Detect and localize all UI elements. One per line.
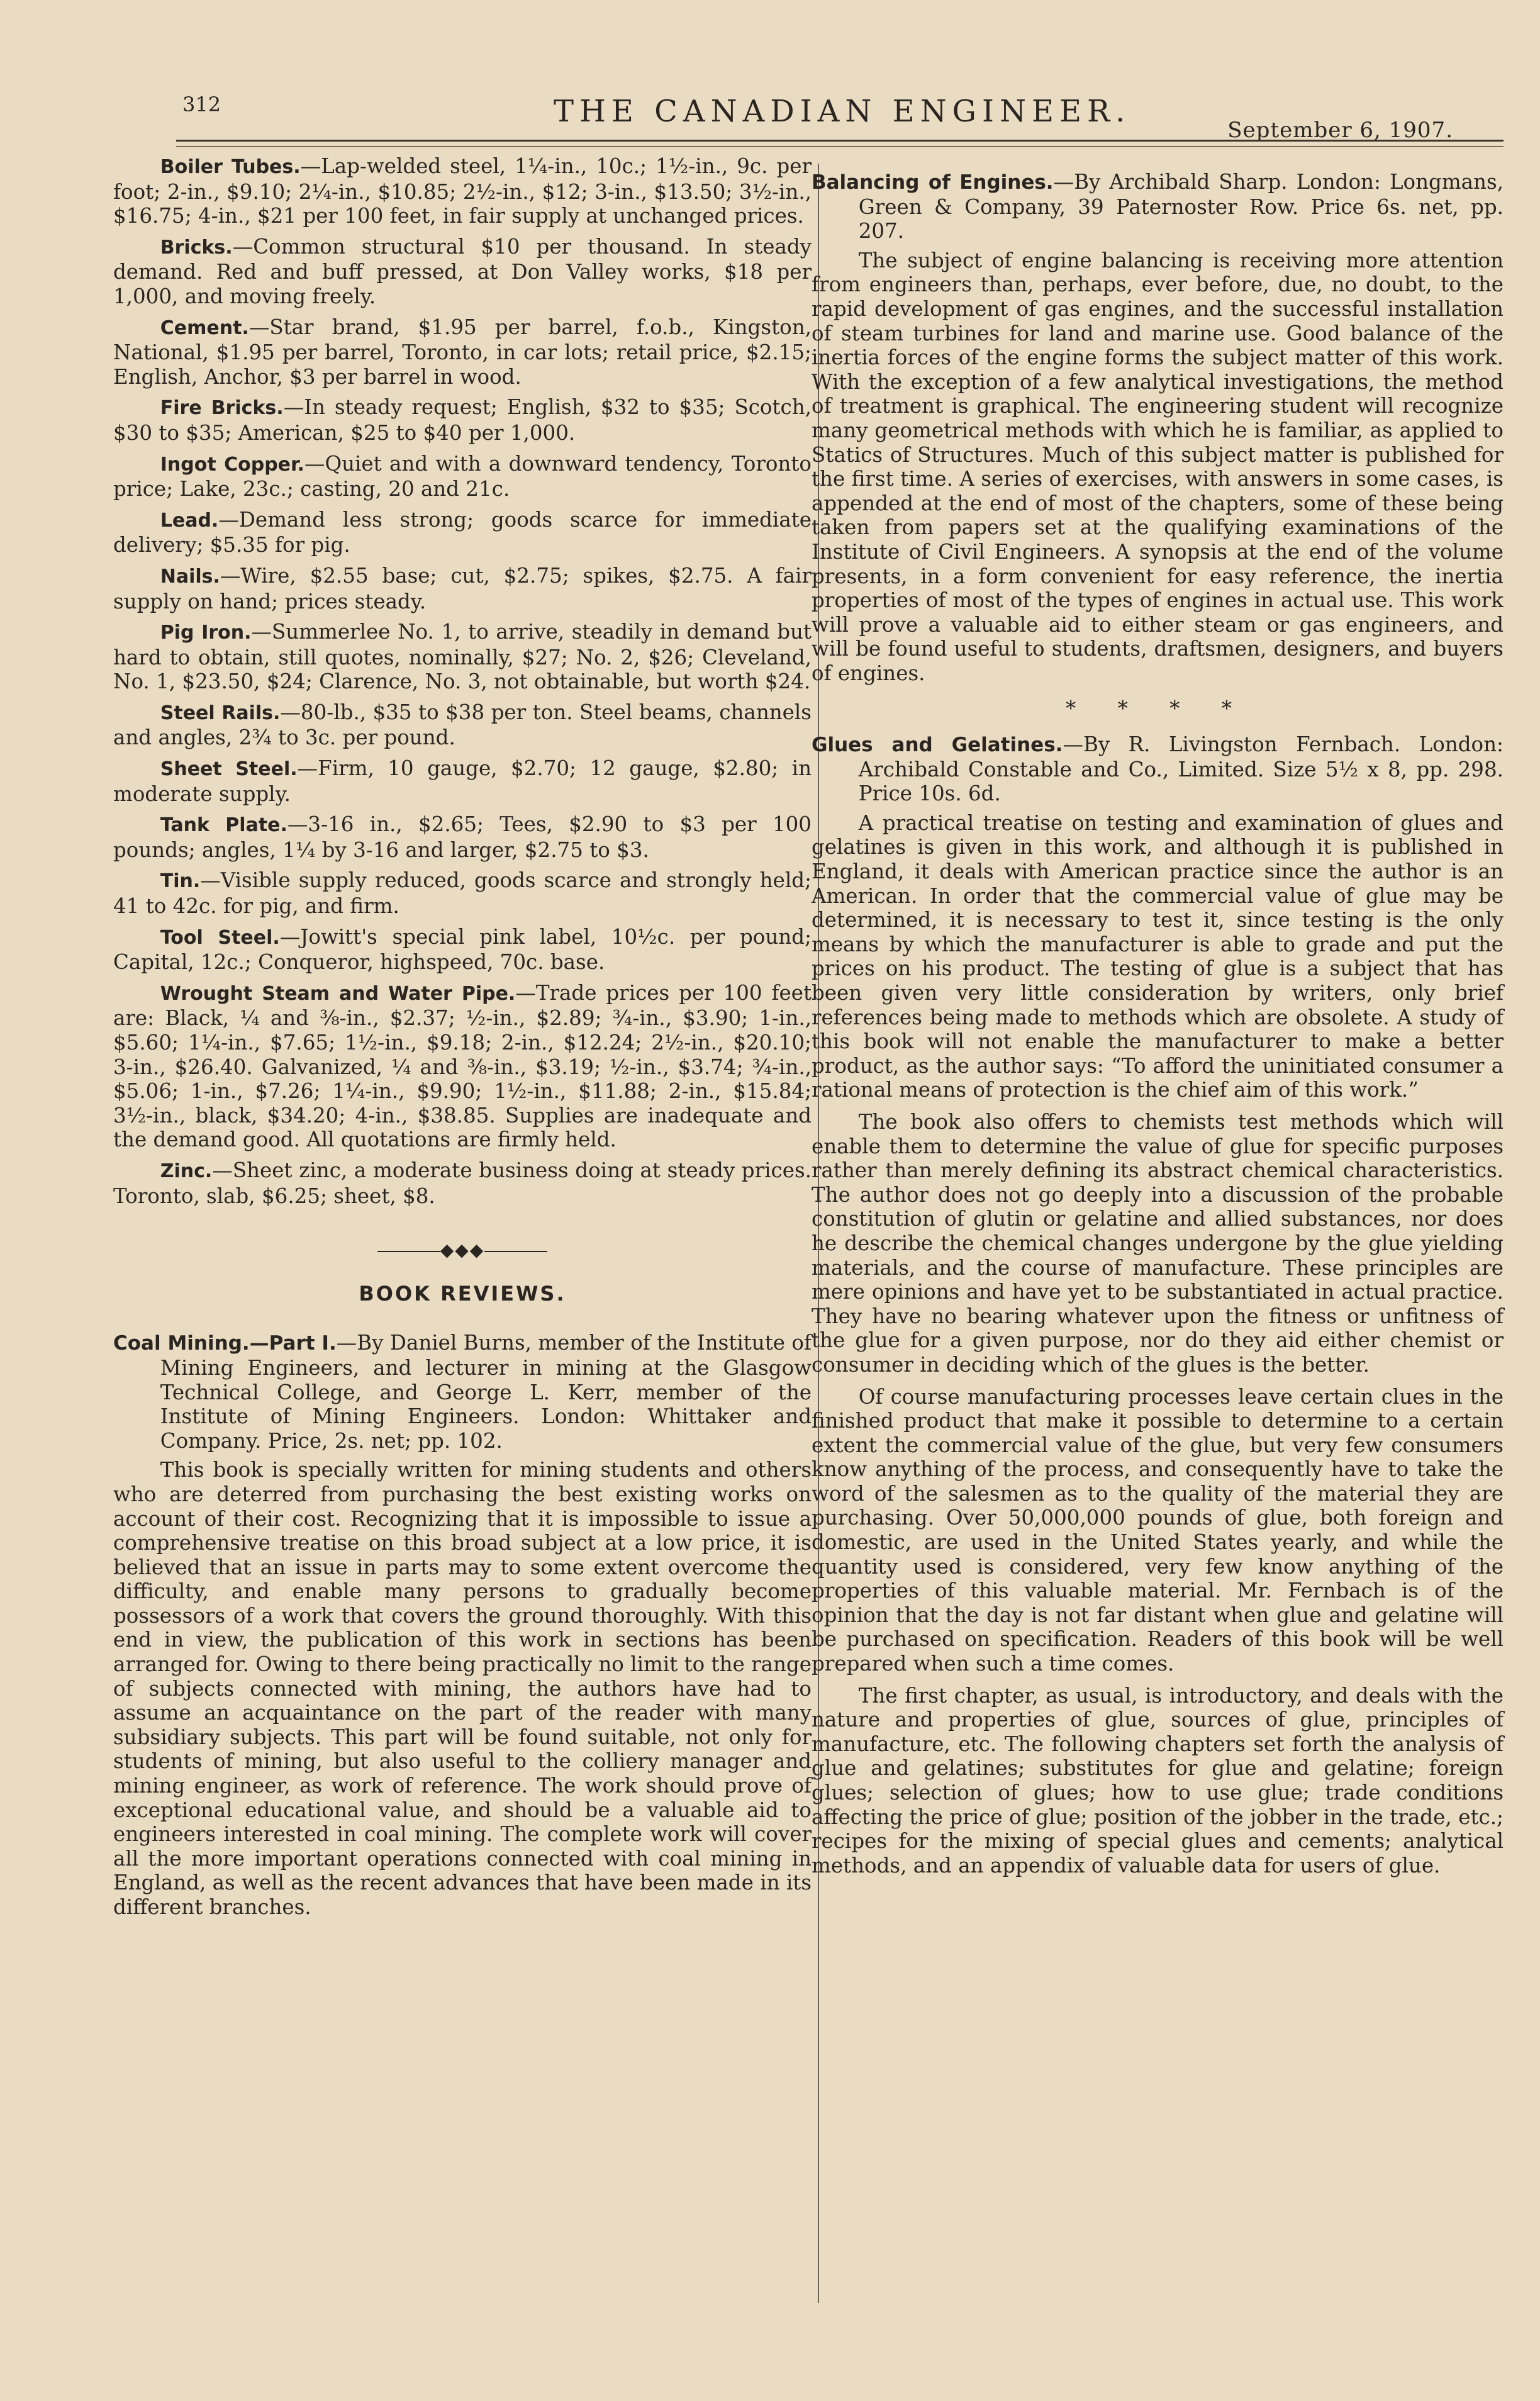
review-paragraph: Of course manufacturing processes leave certain clues in the finished product that make it possible to determine to a certain extent the commercial value of the glue, but very few consumers know anything of the process, and consequently have to take the word of the salesmen as to the quality of the material they are purchasing. Over 50,000,000 pounds of glue, both foreign and domestic, are used in the United States yearly, and while the quantity used is considered, very few know anything of the properties of this valuable material. Mr. Fernbach is of the opinion that the day is not far distant when glue and gelatine will be purchased on specification. Readers of this book will be well prepared when such a time comes.	[812, 1384, 1504, 1676]
review-paragraph: The book also offers to chemists test methods which will enable them to determine the value of glue for specific purposes rather than merely defining its abstract chemical characteristics. The author does not go deeply into a discussion of the probable constitution of glutin or gelatine and allied substances, nor does he describe the chemical changes undergone by the glue yielding materials, and the course of manufacture. These principles are mere opinions and have yet to be substantiated in actual practice. They have no bearing whatever upon the fitness or unfitness of the glue for a given purpose, nor do they aid either chemist or consumer in deciding which of the glues is the better.	[812, 1109, 1504, 1377]
section-ornament	[113, 1238, 812, 1263]
issue-date: September 6, 1907.	[1227, 118, 1453, 143]
left-column	[113, 154, 812, 1927]
book-reviews-title: BOOK REVIEWS.	[359, 1281, 566, 1306]
market-entry: Cement.—Star brand, $1.95 per barrel, f.o.b., Kingston, National, $1.95 per barrel, Toronto, in car lots; retail price, $2.15; English, Anchor, $3 per barrel in wood.	[113, 315, 812, 389]
review-heading: Glues and Gelatines.—By R. Livingston Fernbach. London: Archibald Constable and Co., Limited. Size 5½ x 8, pp. 298. Price 10s. 6d.	[812, 732, 1504, 806]
journal-title: THE CANADIAN ENGINEER.	[554, 94, 1131, 129]
review-glues-gelatines	[812, 732, 1504, 1878]
right-column	[812, 170, 1504, 1885]
header-rule-thin	[176, 146, 1504, 147]
market-entry: Tank Plate.—3-16 in., $2.65; Tees, $2.90 to $3 per 100 pounds; angles, 1¼ by 3-16 and larger, $2.75 to $3.	[113, 812, 812, 862]
review-heading: Coal Mining.—Part I.—By Daniel Burns, member of the Institute of Mining Engineers, and lecturer in mining at the Glasgow Technical College, and George L. Kerr, member of the Institute of Mining Engineers. London: Whittaker and Company. Price, 2s. net; pp. 102.	[113, 1331, 812, 1453]
market-entry: Fire Bricks.—In steady request; English, $32 to $35; Scotch, $30 to $35; American, $25 to $40 per 1,000.	[113, 395, 812, 445]
market-entry: Bricks.—Common structural $10 per thousand. In steady demand. Red and buff pressed, at Don Valley works, $18 per 1,000, and moving freely.	[113, 234, 812, 308]
review-paragraph: The first chapter, as usual, is introductory, and deals with the nature and properties of glue, sources of glue, principles of manufacture, etc. The following chapters set forth the analysis of glue and gelatines; substitutes for glue and gelatine; foreign glues; selection of glues; how to use glue; trade conditions affecting the price of glue; position of the jobber in the trade, etc.; recipes for the mixing of special glues and cements; analytical methods, and an appendix of valuable data for users of glue.	[812, 1683, 1504, 1878]
market-entry: Nails.—Wire, $2.55 base; cut, $2.75; spikes, $2.75. A fair supply on hand; prices steady.	[113, 563, 812, 613]
market-entry: Tin.—Visible supply reduced, goods scarce and strongly held; 41 to 42c. for pig, and firm.	[113, 868, 812, 919]
review-body: The subject of engine balancing is receiving more attention from engineers than, perhaps, ever before, due, no doubt, to the rapid development of gas engines, and the successful installation of steam turbines for land and marine use. Good balance of the inertia forces of the engine forms the subject matter of this work. With the exception of a few analytical investigations, the method of treatment is graphical. The engineering student will recognize many geometrical methods with which he is familiar, as applied to Statics of Structures. Much of this subject matter is published for the first time. A series of exercises, with answers in some cases, is appended at the end of most of the chapters, some of these being taken from papers set at the qualifying examinations of the Institute of Civil Engineers. A synopsis at the end of the volume presents, in a form convenient for easy reference, the inertia properties of most of the types of engines in actual use. This work will prove a valuable aid to either steam or gas engineers, and will be found useful to students, draftsmen, designers, and buyers of engines.	[812, 248, 1504, 685]
review-heading: Balancing of Engines.—By Archibald Sharp. London: Longmans, Green & Company, 39 Paternoster Row. Price 6s. net, pp. 207.	[812, 170, 1504, 243]
review-body: This book is specially written for mining students and others who are deterred from purchasing the best existing works on account of their cost. Recognizing that it is impossible to issue a comprehensive treatise on this broad subject at a low price, it is believed that an issue in parts may to some extent overcome the difficulty, and enable many persons to gradually become possessors of a work that covers the ground thoroughly. With this end in view, the publication of this work in sections has been arranged for. Owing to there being practically no limit to the range of subjects connected with mining, the authors have had to assume an acquaintance on the part of the reader with many subsidiary subjects. This part will be found suitable, not only for students of mining, but also useful to the colliery manager and mining engineer, as work of reference. The work should prove of exceptional educational value, and should be a valuable aid to engineers interested in coal mining. The complete work will cover all the more important operations connected with coal mining in England, as well as the recent advances that have been made in its different branches.	[113, 1458, 812, 1919]
review-coal-mining	[113, 1331, 812, 1919]
header-rule-thick	[176, 140, 1504, 142]
market-entry: Zinc.—Sheet zinc, a moderate business doing at steady prices. Toronto, slab, $6.25; sheet, $8.	[113, 1158, 812, 1208]
review-paragraph: A practical treatise on testing and examination of glues and gelatines is given in this work, and although it is published in England, it deals with American practice since the author is an American. In order that the commercial value of glue may be determined, it is necessary to test it, since testing is the only means by which the manufacturer is able to grade and put the prices on his product. The testing of glue is a subject that has been given very little consideration by writers, only brief references being made to methods which are obsolete. A study of this book will not enable the manufacturer to make a better product, as the author says: “To afford the uninitiated consumer a rational means of protection is the chief aim of this work.”	[812, 810, 1504, 1102]
ornament-rule	[484, 1251, 547, 1252]
market-entry: Sheet Steel.—Firm, 10 gauge, $2.70; 12 gauge, $2.80; in moderate supply.	[113, 756, 812, 806]
market-quotations	[113, 154, 812, 1208]
market-entry: Ingot Copper.—Quiet and with a downward tendency, Toronto price; Lake, 23c.; casting, 20 and 21c.	[113, 451, 812, 501]
market-entry: Lead.—Demand less strong; goods scarce for immediate delivery; $5.35 for pig.	[113, 507, 812, 557]
market-entry: Boiler Tubes.—Lap-welded steel, 1¼-in., 10c.; 1½-in., 9c. per foot; 2-in., $9.10; 2¼-in., $10.85; 2½-in., $12; 3-in., $13.50; 3½-in., $16.75; 4-in., $21 per 100 feet, in fair supply at unchanged prices.	[113, 154, 812, 228]
market-entry: Steel Rails.—80-lb., $35 to $38 per ton. Steel beams, channels and angles, 2¾ to 3c. per pound.	[113, 700, 812, 750]
market-entry: Tool Steel.—Jowitt's special pink label, 10½c. per pound; Capital, 12c.; Conqueror, highspeed, 70c. base.	[113, 924, 812, 975]
page-number: 312	[182, 92, 221, 116]
market-entry: Wrought Steam and Water Pipe.—Trade prices per 100 feet are: Black, ¼ and ⅜-in., $2.37; ½-in., $2.89; ¾-in., $3.90; 1-in., $5.60; 1¼-in., $7.65; 1½-in., $9.18; 2-in., $12.24; 2½-in., $20.10; 3-in., $26.40. Galvanized, ¼ and ⅜-in., $3.19; ½-in., $3.74; ¾-in., $5.06; 1-in., $7.26; 1¼-in., $9.90; 1½-in., $11.88; 2-in., $15.84; 3½-in., black, $34.20; 4-in., $38.85. Supplies are inadequate and the demand good. All quotations are firmly held.	[113, 980, 812, 1152]
separator-stars: * * * *	[1066, 697, 1249, 721]
review-balancing-engines	[812, 170, 1504, 685]
ornament-rule	[377, 1251, 440, 1252]
ornament-diamonds: ◆◆◆	[440, 1240, 485, 1261]
market-entry: Pig Iron.—Summerlee No. 1, to arrive, steadily in demand but hard to obtain, still quotes, nominally, $27; No. 2, $26; Cleveland, No. 1, $23.50, $24; Clarence, No. 3, not obtainable, but worth $24.	[113, 620, 812, 694]
page-header	[176, 85, 1497, 148]
